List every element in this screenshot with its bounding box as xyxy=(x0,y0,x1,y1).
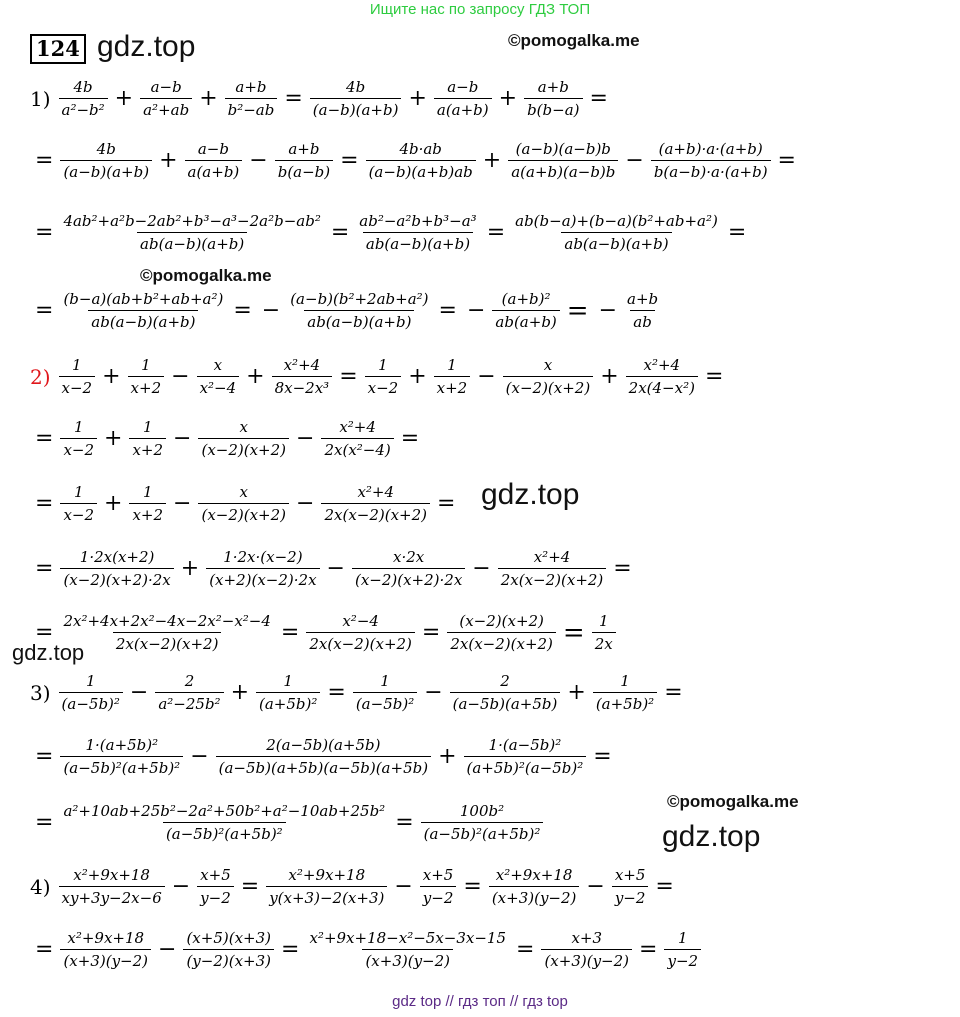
operator: − xyxy=(625,148,644,173)
operator: = xyxy=(35,744,54,769)
gdz-watermark-left: gdz.top xyxy=(12,640,85,665)
operator: − xyxy=(296,426,315,451)
numerator: (a−b)(a−b)b xyxy=(515,140,611,158)
numerator: x+3 xyxy=(571,929,603,947)
operator: + xyxy=(180,556,200,581)
numerator: x²−4 xyxy=(342,612,379,630)
numerator: (a−b)(b²+2ab+a²) xyxy=(290,290,429,308)
equation-line-12 xyxy=(30,802,545,843)
fraction xyxy=(593,672,657,713)
numerator: 1 xyxy=(141,356,151,374)
denominator: y−2 xyxy=(420,886,457,907)
operator: = xyxy=(35,220,54,245)
denominator: ab(a+b) xyxy=(492,310,559,331)
fraction xyxy=(129,483,166,524)
fraction xyxy=(275,140,333,181)
fraction xyxy=(272,356,333,397)
denominator: x−2 xyxy=(59,376,96,397)
operator: = xyxy=(613,556,632,581)
operator: = xyxy=(35,556,54,581)
denominator: a(a+b) xyxy=(434,98,492,119)
numerator: x²+9x+18 xyxy=(67,929,145,947)
denominator: x−2 xyxy=(365,376,402,397)
fraction xyxy=(421,802,544,843)
operator: − xyxy=(586,874,605,899)
numerator: x²+4 xyxy=(283,356,321,374)
denominator: (x+3)(y−2) xyxy=(60,949,151,970)
denominator: (x−2)(x+2) xyxy=(503,376,594,397)
denominator: ab(a−b)(a+b) xyxy=(88,310,198,331)
operator: − xyxy=(249,148,268,173)
gdz-watermark-mid: gdz.top xyxy=(481,478,580,511)
denominator: 2x xyxy=(592,632,616,653)
fraction xyxy=(59,672,123,713)
fraction xyxy=(197,866,234,907)
fraction xyxy=(310,78,402,119)
denominator: ab(a−b)(a+b) xyxy=(363,232,473,253)
operator: = xyxy=(327,680,346,705)
fraction xyxy=(185,140,243,181)
denominator: (a−5b)(a+5b)(a−5b)(a+5b) xyxy=(216,756,431,777)
numerator: 4b xyxy=(346,78,366,96)
denominator: 2x(x−2)(x+2) xyxy=(321,503,430,524)
denominator: a²−25b² xyxy=(155,692,223,713)
operator: = xyxy=(395,810,414,835)
fraction xyxy=(60,548,173,589)
operator: = xyxy=(655,874,674,899)
fraction xyxy=(503,356,594,397)
fraction xyxy=(287,290,431,331)
numerator: 1 xyxy=(85,672,96,690)
numerator: 1 xyxy=(598,612,609,630)
operator: = xyxy=(240,874,260,899)
denominator: (y−2)(x+3) xyxy=(183,949,274,970)
fraction xyxy=(321,483,430,524)
fraction xyxy=(60,736,183,777)
denominator: y(x+3)−2(x+3) xyxy=(266,886,387,907)
denominator: x−2 xyxy=(60,503,97,524)
equation-line-11 xyxy=(30,736,617,777)
denominator: a(a+b) xyxy=(185,160,243,181)
denominator: ab(a−b)(a+b) xyxy=(561,232,671,253)
numerator: (a+b)² xyxy=(501,290,551,308)
numerator: x²+4 xyxy=(339,418,376,436)
fraction xyxy=(60,290,226,331)
fraction xyxy=(352,548,465,589)
denominator: ab(a−b)(a+b) xyxy=(137,232,247,253)
numerator: 4b·ab xyxy=(399,140,442,158)
fraction xyxy=(197,356,240,397)
numerator: 2(a−5b)(a+5b) xyxy=(266,736,381,754)
operator: + xyxy=(230,680,250,705)
fraction xyxy=(356,212,479,253)
numerator: 1·(a+5b)² xyxy=(85,736,159,754)
equation-line-6 xyxy=(30,418,424,459)
numerator: 1 xyxy=(378,356,388,374)
denominator: (a+5b)²(a−5b)² xyxy=(464,756,587,777)
operator: = xyxy=(400,426,420,451)
fraction xyxy=(60,140,152,181)
pomogalka-watermark-lower: ©pomogalka.me xyxy=(667,792,799,811)
numerator: 4b xyxy=(73,78,93,96)
fraction xyxy=(492,290,559,331)
denominator: (x+3)(y−2) xyxy=(489,886,580,907)
numerator: x²+4 xyxy=(643,356,681,374)
denominator: (a−5b)(a+5b) xyxy=(450,692,561,713)
fraction xyxy=(450,672,561,713)
equation-line-13 xyxy=(30,866,679,907)
operator: − xyxy=(173,426,192,451)
denominator: (a+5b)² xyxy=(256,692,320,713)
fraction xyxy=(612,866,649,907)
pomogalka-watermark-top: ©pomogalka.me xyxy=(508,31,640,50)
operator: + xyxy=(114,86,134,111)
operator: + xyxy=(408,86,427,111)
numerator: x²+9x+18 xyxy=(288,866,366,884)
operator: + xyxy=(498,86,518,111)
denominator: (x−2)(x+2)·2x xyxy=(352,568,465,589)
numerator: a+b xyxy=(235,78,267,96)
operator: = xyxy=(339,364,358,389)
operator: − xyxy=(190,744,209,769)
fraction xyxy=(651,140,771,181)
numerator: x xyxy=(239,418,248,436)
numerator: x+5 xyxy=(200,866,231,884)
operator: + xyxy=(600,364,619,389)
numerator: 2 xyxy=(184,672,195,690)
problem-label-1: 1) xyxy=(30,86,51,111)
fraction xyxy=(225,78,278,119)
operator: − xyxy=(173,491,192,516)
equation-line-10 xyxy=(30,672,688,713)
denominator: (a−5b)²(a+5b)² xyxy=(60,756,183,777)
equation-line-5 xyxy=(30,356,728,397)
operator: + xyxy=(482,148,502,173)
operator: + xyxy=(567,680,586,705)
fraction xyxy=(464,736,587,777)
operator: + xyxy=(159,148,178,173)
fraction xyxy=(206,548,319,589)
operator: − xyxy=(466,298,486,323)
operator: − xyxy=(296,491,315,516)
numerator: (b−a)(ab+b²+ab+a²) xyxy=(63,290,224,308)
denominator: x+2 xyxy=(129,503,166,524)
equation-line-7 xyxy=(30,483,460,524)
denominator: 2x(4−x²) xyxy=(626,376,698,397)
numerator: 1 xyxy=(73,418,84,436)
numerator: ab(b−a)+(b−a)(b²+ab+a²) xyxy=(515,212,718,230)
fraction xyxy=(420,866,457,907)
numerator: x xyxy=(213,356,223,374)
denominator: 2x(x−2)(x+2) xyxy=(306,632,415,653)
numerator: 4b xyxy=(96,140,116,158)
numerator: a²+10ab+25b²−2a²+50b²+a²−10ab+25b² xyxy=(63,802,386,820)
numerator: x²+9x+18 xyxy=(73,866,150,884)
numerator: 1·2x·(x−2) xyxy=(223,548,303,566)
denominator: (a−5b)² xyxy=(353,692,417,713)
denominator: a²+ab xyxy=(140,98,192,119)
denominator: b²−ab xyxy=(225,98,278,119)
operator: = xyxy=(664,680,683,705)
operator: = xyxy=(35,426,54,451)
denominator: (x−2)(x+2) xyxy=(198,503,289,524)
operator: = xyxy=(777,148,796,173)
numerator: 1 xyxy=(73,483,84,501)
equation-line-14 xyxy=(30,929,703,970)
operator: + xyxy=(199,86,218,111)
numerator: a−b xyxy=(197,140,229,158)
numerator: x·2x xyxy=(393,548,425,566)
denominator: b(a−b)·a·(a+b) xyxy=(651,160,771,181)
problem-label-3: 3) xyxy=(30,680,51,705)
operator: = xyxy=(704,364,724,389)
numerator: (x+5)(x+3) xyxy=(186,929,272,947)
numerator: x xyxy=(239,483,248,501)
fraction xyxy=(353,672,417,713)
denominator: (x+3)(y−2) xyxy=(362,949,453,970)
denominator: x+2 xyxy=(128,376,165,397)
denominator: y−2 xyxy=(197,886,234,907)
operator: = xyxy=(340,148,359,173)
pomogalka-watermark-mid: ©pomogalka.me xyxy=(140,266,272,285)
fraction xyxy=(59,866,165,907)
numerator: x²+9x+18 xyxy=(495,866,573,884)
fraction xyxy=(198,418,289,459)
numerator: 1 xyxy=(142,483,153,501)
fraction xyxy=(447,612,556,653)
fraction xyxy=(306,612,415,653)
denominator: (a−b)(a+b)ab xyxy=(366,160,476,181)
denominator: x+2 xyxy=(434,376,471,397)
denominator: (a−5b)²(a+5b)² xyxy=(421,822,544,843)
numerator: a−b xyxy=(447,78,479,96)
operator: = xyxy=(35,298,54,323)
operator: + xyxy=(408,364,427,389)
denominator: a²−b² xyxy=(59,98,108,119)
denominator: (a−b)(a+b) xyxy=(310,98,402,119)
denominator: 2x(x−2)(x+2) xyxy=(447,632,556,653)
denominator: (a−b)(a+b) xyxy=(60,160,152,181)
denominator: x²−4 xyxy=(197,376,240,397)
operator: = xyxy=(562,617,585,648)
fraction xyxy=(256,672,320,713)
problem-label-2: 2) xyxy=(30,364,51,389)
denominator: a(a+b)(a−b)b xyxy=(508,160,618,181)
numerator: 2x²+4x+2x²−4x−2x²−x²−4 xyxy=(63,612,271,630)
numerator: 1 xyxy=(620,672,630,690)
equation-line-3 xyxy=(30,212,751,253)
numerator: 1·(a−5b)² xyxy=(488,736,562,754)
numerator: a−b xyxy=(150,78,182,96)
numerator: 1 xyxy=(283,672,293,690)
operator: + xyxy=(246,364,265,389)
denominator: b(b−a) xyxy=(524,98,582,119)
fraction xyxy=(60,802,388,843)
fraction xyxy=(60,212,323,253)
task-number: 124 xyxy=(30,34,86,64)
denominator: ab(a−b)(a+b) xyxy=(304,310,414,331)
fraction xyxy=(592,612,616,653)
footer-links[interactable]: gdz top // гдз топ // гдз top xyxy=(392,993,568,1010)
operator: = xyxy=(486,220,506,245)
fraction xyxy=(60,418,97,459)
fraction xyxy=(664,929,701,970)
fraction xyxy=(321,418,393,459)
gdz-watermark-lower: gdz.top xyxy=(662,820,761,853)
operator: = xyxy=(35,810,54,835)
denominator: (x−2)(x+2) xyxy=(198,438,289,459)
numerator: 1 xyxy=(380,672,390,690)
fraction xyxy=(498,548,607,589)
fraction xyxy=(60,612,273,653)
numerator: x+5 xyxy=(422,866,454,884)
numerator: x²+4 xyxy=(357,483,395,501)
numerator: 1 xyxy=(142,418,153,436)
fraction xyxy=(155,672,223,713)
top-banner: Ищите нас по запросу ГДЗ ТОП xyxy=(369,1,591,18)
operator: − xyxy=(326,556,345,581)
fraction xyxy=(60,483,97,524)
fraction xyxy=(128,356,165,397)
numerator: a+b xyxy=(627,290,659,308)
equation-line-9 xyxy=(30,612,618,653)
operator: = xyxy=(639,937,658,962)
denominator: y−2 xyxy=(612,886,649,907)
equation-line-8 xyxy=(30,548,637,589)
operator: = xyxy=(437,491,456,516)
operator: = xyxy=(593,744,612,769)
numerator: x²+9x+18−x²−5x−3x−15 xyxy=(309,929,507,947)
denominator: 8x−2x³ xyxy=(272,376,333,397)
operator: − xyxy=(171,364,190,389)
operator: + xyxy=(104,491,123,516)
operator: = xyxy=(284,86,303,111)
operator: − xyxy=(424,680,443,705)
operator: = xyxy=(233,298,252,323)
fraction xyxy=(541,929,632,970)
fraction xyxy=(198,483,289,524)
fraction xyxy=(626,356,698,397)
numerator: x+5 xyxy=(614,866,646,884)
operator: − xyxy=(261,298,281,323)
operator: = xyxy=(330,220,350,245)
fraction xyxy=(129,418,166,459)
denominator: (a−5b)² xyxy=(59,692,123,713)
operator: = xyxy=(280,620,300,645)
denominator: (a+5b)² xyxy=(593,692,657,713)
denominator: ab xyxy=(630,310,655,331)
denominator: 2x(x−2)(x+2) xyxy=(498,568,607,589)
fraction xyxy=(624,290,661,331)
operator: + xyxy=(102,364,121,389)
fraction xyxy=(183,929,274,970)
operator: = xyxy=(463,874,482,899)
numerator: a+b xyxy=(537,78,569,96)
numerator: 2 xyxy=(500,672,510,690)
denominator: (x+3)(y−2) xyxy=(541,949,632,970)
numerator: ab²−a²b+b³−a³ xyxy=(359,212,477,230)
operator: = xyxy=(566,295,589,326)
numerator: x xyxy=(543,356,553,374)
numerator: (a+b)·a·(a+b) xyxy=(658,140,763,158)
denominator: (x+2)(x−2)·2x xyxy=(206,568,319,589)
denominator: b(a−b) xyxy=(275,160,333,181)
denominator: x+2 xyxy=(129,438,166,459)
operator: + xyxy=(104,426,123,451)
fraction xyxy=(266,866,387,907)
fraction xyxy=(216,736,431,777)
fraction xyxy=(512,212,721,253)
equation-line-4 xyxy=(30,290,663,331)
operator: = xyxy=(35,620,54,645)
operator: = xyxy=(589,86,608,111)
numerator: x²+4 xyxy=(533,548,571,566)
numerator: 4ab²+a²b−2ab²+b³−a³−2a²b−ab² xyxy=(63,212,321,230)
denominator: y−2 xyxy=(664,949,701,970)
fraction xyxy=(434,356,471,397)
gdz-watermark-header: gdz.top xyxy=(97,30,196,63)
numerator: 100b² xyxy=(459,802,505,820)
fraction xyxy=(366,140,476,181)
denominator: x−2 xyxy=(60,438,97,459)
operator: − xyxy=(158,937,177,962)
denominator: (a−5b)²(a+5b)² xyxy=(163,822,286,843)
fraction xyxy=(508,140,618,181)
numerator: 1 xyxy=(447,356,457,374)
operator: − xyxy=(171,874,191,899)
fraction xyxy=(140,78,192,119)
operator: = xyxy=(516,937,535,962)
operator: = xyxy=(421,620,441,645)
numerator: (x−2)(x+2) xyxy=(459,612,544,630)
numerator: 1·2x(x+2) xyxy=(79,548,155,566)
operator: = xyxy=(438,298,457,323)
fraction xyxy=(524,78,582,119)
numerator: 1 xyxy=(677,929,688,947)
equation-line-1 xyxy=(30,78,613,119)
operator: = xyxy=(35,491,54,516)
fraction xyxy=(60,929,151,970)
denominator: 2x(x−2)(x+2) xyxy=(113,632,222,653)
equation-line-2 xyxy=(30,140,801,181)
denominator: 2x(x²−4) xyxy=(321,438,393,459)
operator: − xyxy=(477,364,496,389)
numerator: 1 xyxy=(72,356,82,374)
fraction xyxy=(365,356,402,397)
fraction xyxy=(306,929,509,970)
fraction xyxy=(489,866,580,907)
operator: = xyxy=(35,148,54,173)
fraction xyxy=(434,78,492,119)
denominator: (x−2)(x+2)·2x xyxy=(60,568,173,589)
denominator: xy+3y−2x−6 xyxy=(59,886,165,907)
operator: − xyxy=(394,874,413,899)
problem-label-4: 4) xyxy=(30,874,51,899)
operator: = xyxy=(727,220,747,245)
fraction xyxy=(59,356,96,397)
operator: − xyxy=(472,556,491,581)
operator: = xyxy=(35,937,54,962)
operator: = xyxy=(281,937,300,962)
operator: + xyxy=(438,744,457,769)
numerator: a+b xyxy=(288,140,320,158)
fraction xyxy=(59,78,108,119)
operator: − xyxy=(598,298,618,323)
operator: − xyxy=(129,680,149,705)
